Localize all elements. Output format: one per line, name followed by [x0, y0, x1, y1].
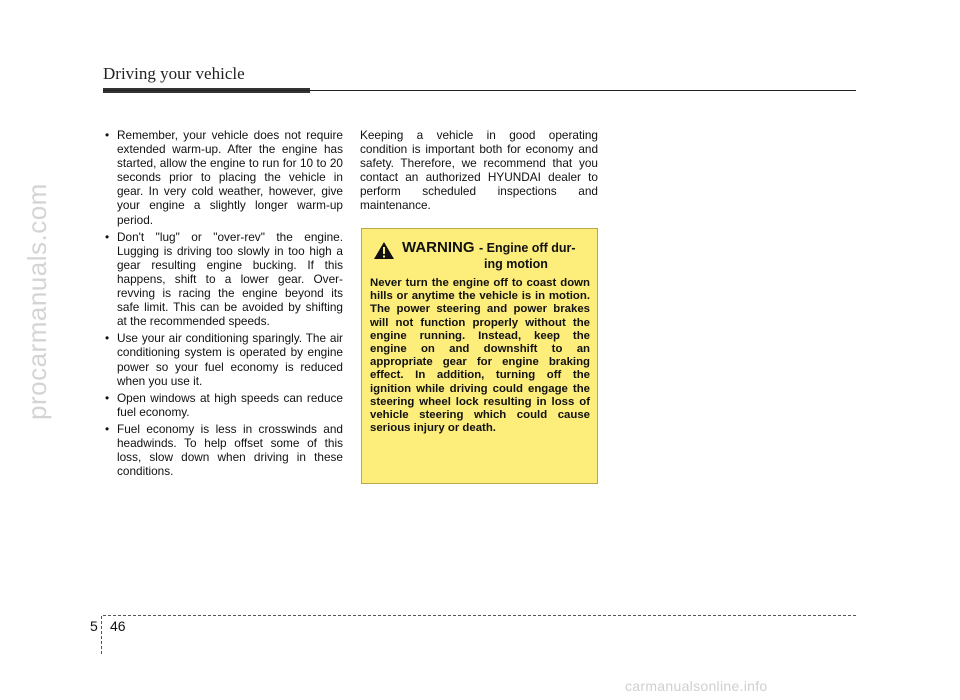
list-item: • Remember, your vehicle does not require extended warm-up. After the engine has started, allow the engine to run for 10 to 20 seconds prior to placing the vehicle in gear. In very cold weather, however, give your engine a slightly longer warm-up period. [105, 128, 343, 227]
list-item: • Fuel economy is less in crosswinds and headwinds. To help offset some of this loss, slow down when driving in these conditions. [105, 422, 343, 478]
chapter-number: 5 [90, 618, 98, 634]
list-item: • Don't "lug" or "over-rev" the engine. Lugging is driving too slowly in too high a gear resulting engine bucking. If this happens, shift to a lower gear. Over-revving is racing the engine beyond its safe limit. This can be avoided by shifting at the recommended speeds. [105, 230, 343, 329]
list-item: • Use your air conditioning sparingly. The air conditioning system is operated by engine power so your fuel economy is reduced when you use it. [105, 331, 343, 387]
warning-title-line1: - Engine off dur- [479, 241, 576, 255]
maintenance-paragraph: Keeping a vehicle in good operating condition is important both for economy and safety. Therefore, we recommend that you contact an authorized HYUNDAI dealer to perform scheduled inspections and maintenance. [360, 128, 598, 213]
warning-title-line2: ing motion [484, 257, 548, 271]
tips-list [105, 128, 343, 481]
page-header-title: Driving your vehicle [103, 64, 245, 83]
warning-box [361, 228, 598, 484]
page-number: 46 [110, 618, 126, 634]
footer-divider [101, 616, 102, 654]
bottom-watermark: carmanualsonline.info [625, 678, 768, 694]
warning-body: Never turn the engine off to coast down hills or anytime the vehicle is in motion. The power steering and power brakes will not function properly without the engine running. Instead, keep the engine on and downshift to an appropriate gear for engine braking effect. In addition, turning off the ignition while driving could engage the steering wheel lock resulting in loss of vehicle steering which could cause serious injury or death. [370, 277, 590, 435]
side-watermark: procarmanuals.com [22, 183, 52, 420]
warning-triangle-icon [373, 241, 395, 260]
list-item: • Open windows at high speeds can reduce fuel economy. [105, 391, 343, 419]
warning-label: WARNING [402, 239, 475, 256]
footer-rule [103, 615, 856, 616]
header-rule [103, 90, 856, 91]
